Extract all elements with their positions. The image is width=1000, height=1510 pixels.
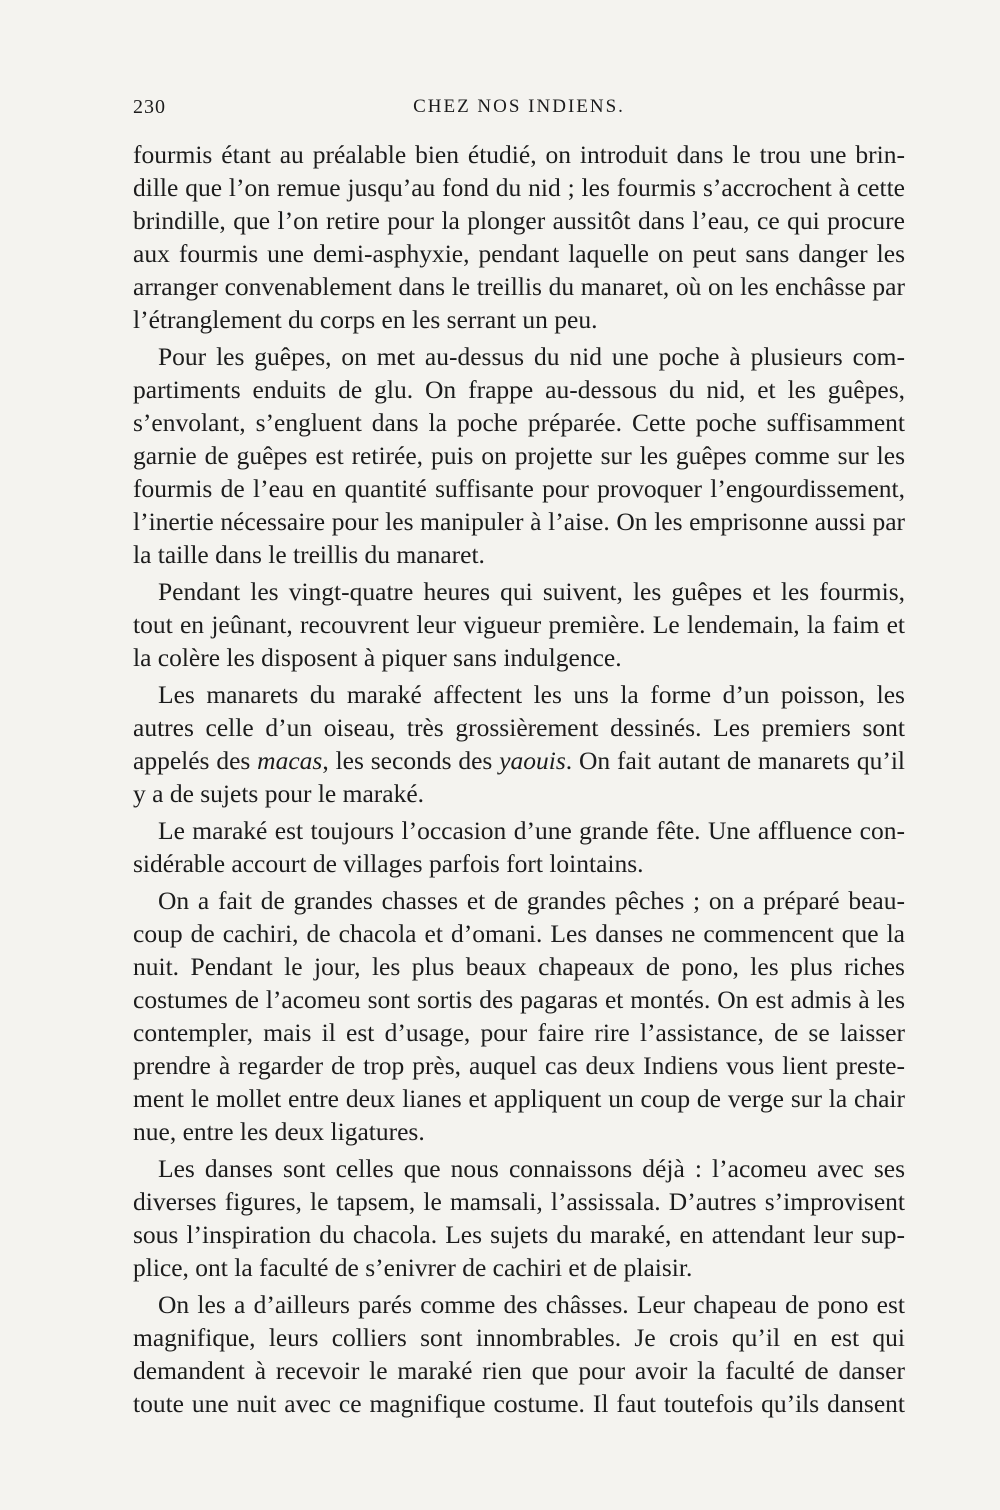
text-segment: On les a d’ailleurs parés comme des châsses. Leur chapeau de pono est magnifique, leurs colliers sont innombrables. Je crois qu’il en est qui demandent à recevoir le maraké rien que pour avoir la faculté de danser toute une nuit avec ce magnifique costume. Il faut toutefois qu’ils dansent (133, 1290, 905, 1418)
page-number: 230 (133, 96, 166, 118)
body-text (133, 138, 905, 1424)
text-segment: On a fait de grandes chasses et de grandes pêches ; on a préparé beaucoup de cachiri, de chacola et d’omani. Les danses ne commencent que la nuit. Pendant le jour, les plus beaux chapeaux de pono, les plus riches costumes de l’acomeu sont sortis des pagaras et montés. On est admis à les contempler, mais il est d’usage, pour faire rire l’assistance, de se laisser prendre à regarder de trop près, auquel cas deux Indiens vous lient prestement le mollet entre deux lianes et appliquent un coup de verge sur la chair nue, entre les deux ligatures. (133, 886, 905, 1146)
text-segment: , les seconds des (322, 746, 500, 775)
paragraph (133, 884, 905, 1148)
text-segment: fourmis étant au préalable bien étudié, on introduit dans le trou une brindille que l’on remue jusqu’au fond du nid ; les fourmis s’accrochent à cette brindille, que l’on retire pour la plonger aussitôt dans l’eau, ce qui procure aux fourmis une demi-asphyxie, pendant laquelle on peut sans danger les arranger convenablement dans le treillis du manaret, où on les enchâsse par l’étranglement du corps en les serrant un peu. (133, 140, 905, 334)
paragraph (133, 1152, 905, 1284)
text-segment: . On fait autant de manarets qu’il y a de sujets pour le maraké. (133, 746, 905, 808)
running-head (133, 96, 905, 126)
text-segment: Les danses sont celles que nous connaissons déjà : l’acomeu avec ses diverses figures, le tapsem, le mamsali, l’assissala. D’autres s’improvisent sous l’inspiration du chacola. Les sujets du maraké, en attendant leur supplice, ont la faculté de s’enivrer de cachiri et de plaisir. (133, 1154, 905, 1282)
text-segment: Pour les guêpes, on met au-dessus du nid une poche à plusieurs compartiments enduits de glu. On frappe au-dessous du nid, et les guêpes, s’envolant, s’engluent dans la poche préparée. Cette poche suffisamment garnie de guêpes est retirée, puis on projette sur les guêpes comme sur les fourmis de l’eau en quantité suffisante pour provoquer l’engourdissement, l’inertie nécessaire pour les manipuler à l’aise. On les emprisonne aussi par la taille dans le treillis du manaret. (133, 342, 905, 569)
paragraph (133, 340, 905, 571)
italic-term: yaouis (499, 746, 566, 775)
text-segment: Les manarets du maraké affectent les uns la forme d’un poisson, les autres celle d’un oiseau, très grossièrement dessinés. Les premiers sont appelés des (133, 680, 905, 775)
paragraph (133, 138, 905, 336)
paragraph (133, 678, 905, 810)
paragraph (133, 575, 905, 674)
running-title: CHEZ NOS INDIENS. (413, 96, 625, 117)
italic-term: macas (257, 746, 323, 775)
text-segment: Pendant les vingt-quatre heures qui suivent, les guêpes et les fourmis, tout en jeûnant, recouvrent leur vigueur première. Le lendemain, la faim et la colère les disposent à piquer sans indulgence. (133, 577, 905, 672)
paragraph (133, 814, 905, 880)
paragraph (133, 1288, 905, 1420)
text-segment: Le maraké est toujours l’occasion d’une grande fête. Une affluence considérable accourt de villages parfois fort lointains. (133, 816, 905, 878)
